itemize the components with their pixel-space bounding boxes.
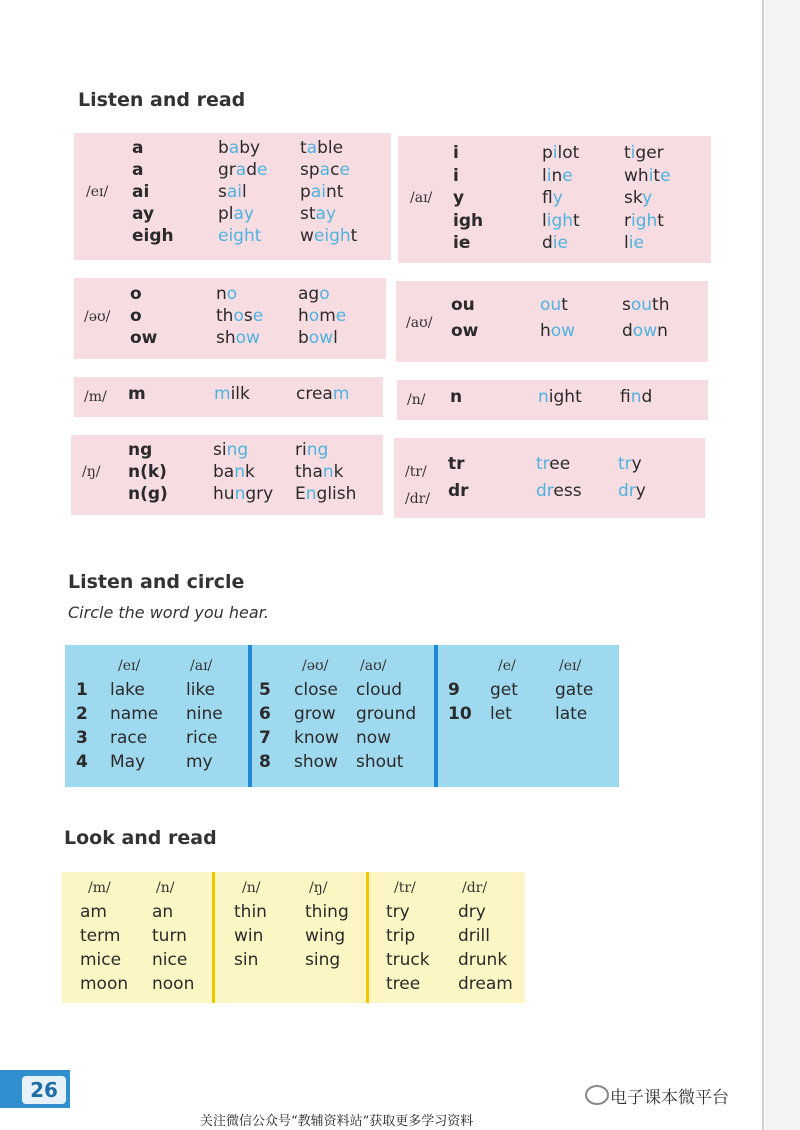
circle-word-option[interactable]: name	[110, 704, 159, 724]
circle-word-option[interactable]: late	[555, 704, 588, 724]
sound-header: /eɪ/	[559, 658, 582, 674]
word-part: ag	[298, 284, 320, 304]
word-part: b	[218, 138, 229, 158]
phoneme-symbol: /aɪ/	[410, 190, 433, 206]
highlighted-letters: eigh	[313, 226, 351, 246]
highlighted-letters: e	[660, 165, 671, 186]
word-part: wh	[624, 165, 649, 186]
highlighted-letters: n	[630, 387, 642, 407]
circle-word-option[interactable]: now	[356, 728, 392, 748]
word-part: sk	[624, 188, 643, 208]
spelling-pattern: i	[453, 143, 459, 163]
word-part: fl	[542, 188, 553, 208]
word-part: t	[573, 210, 580, 231]
example-word	[295, 462, 344, 482]
circle-word-option[interactable]: nine	[186, 704, 223, 724]
highlighted-letters: e	[257, 160, 268, 180]
word-part: k	[333, 462, 344, 482]
spelling-pattern: n(k)	[128, 462, 167, 482]
word-part: th	[216, 306, 234, 326]
example-word	[218, 138, 260, 158]
word-part: st	[300, 204, 316, 224]
example-word	[622, 295, 670, 315]
word-part: si	[213, 440, 227, 460]
example-word	[213, 440, 248, 460]
highlighted-letters: i	[546, 165, 552, 186]
sound-header: /m/	[88, 880, 111, 896]
word-part: d	[246, 160, 257, 180]
item-number: 10	[448, 704, 472, 724]
sound-header: /əʊ/	[302, 658, 329, 674]
read-word: dream	[458, 974, 513, 994]
word-part: sh	[216, 328, 236, 348]
read-word: sing	[305, 950, 341, 970]
highlighted-letters: dr	[536, 481, 554, 501]
spelling-pattern: n(g)	[128, 484, 168, 504]
item-number: 6	[259, 704, 271, 724]
circle-word-option[interactable]: cloud	[356, 680, 403, 700]
example-word	[300, 226, 357, 246]
highlighted-letters: ou	[540, 295, 562, 315]
watermark-text: 电子课本微平台	[610, 1088, 729, 1108]
read-word: nice	[152, 950, 188, 970]
circle-word-option[interactable]: my	[186, 752, 213, 772]
spelling-pattern: ay	[132, 204, 155, 224]
word-part: t	[300, 138, 307, 158]
example-word	[300, 160, 350, 180]
circle-divider	[248, 645, 252, 787]
word-part: ger	[635, 143, 664, 163]
example-word	[536, 481, 582, 501]
footer-text: 关注微信公众号“教辅资料站”获取更多学习资料	[200, 1114, 474, 1129]
highlighted-letters: n	[234, 484, 246, 504]
word-part: hu	[213, 484, 235, 504]
page-edge	[762, 0, 764, 1130]
read-word: term	[80, 926, 121, 946]
word-part: t	[350, 226, 358, 246]
highlighted-letters: ng	[226, 440, 249, 460]
word-part: fi	[620, 387, 631, 407]
word-part: gr	[218, 160, 236, 180]
highlighted-letters: a	[228, 138, 240, 158]
phoneme-symbol: /əʊ/	[84, 309, 111, 325]
example-word	[536, 454, 570, 474]
sound-header: /aʊ/	[360, 658, 387, 674]
spelling-pattern: i	[453, 165, 459, 186]
read-word: turn	[152, 926, 187, 946]
highlighted-letters: e	[339, 160, 350, 180]
highlighted-letters: ay	[233, 204, 254, 224]
highlighted-letters: ou	[630, 295, 653, 315]
word-part: ble	[317, 138, 344, 158]
spelling-pattern: eigh	[132, 226, 174, 246]
spelling-pattern: n	[450, 387, 463, 407]
read-word: sin	[234, 950, 259, 970]
circle-word-option[interactable]: ground	[356, 704, 417, 724]
sound-header: /n/	[156, 880, 175, 896]
word-part: h	[298, 306, 309, 326]
read-word: win	[234, 926, 264, 946]
look-read-divider	[366, 872, 369, 1003]
phoneme-symbol: /n/	[407, 392, 426, 408]
circle-divider	[434, 645, 438, 787]
read-word: noon	[152, 974, 195, 994]
read-word: drill	[458, 926, 490, 946]
example-word	[624, 166, 671, 186]
spelling-pattern: o	[130, 284, 142, 304]
circle-word-option[interactable]: shout	[356, 752, 404, 772]
word-part: d	[542, 233, 553, 253]
example-word	[542, 211, 580, 231]
word-part: d	[622, 321, 633, 341]
circle-word-option[interactable]: May	[110, 752, 146, 772]
highlighted-letters: a	[235, 160, 247, 180]
word-part: p	[300, 182, 311, 202]
example-word	[542, 143, 579, 163]
look-read-panel	[62, 872, 525, 1003]
example-word	[618, 481, 646, 501]
look-and-read-title: Look and read	[64, 827, 217, 849]
word-part: r	[624, 210, 631, 231]
word-part: ri	[295, 440, 307, 460]
highlighted-letters: n	[234, 462, 245, 482]
listen-and-circle-title: Listen and circle	[68, 571, 245, 593]
example-word	[300, 204, 336, 224]
example-word	[216, 328, 260, 348]
word-part: l	[333, 328, 338, 348]
item-number: 3	[76, 728, 88, 748]
word-part: s	[218, 182, 227, 202]
word-part: y	[631, 454, 642, 474]
example-word	[213, 462, 255, 482]
highlighted-letters: ai	[310, 182, 326, 202]
word-part: n	[657, 321, 668, 341]
highlighted-letters: tr	[618, 454, 632, 474]
read-word: trip	[386, 926, 416, 946]
spelling-pattern: m	[128, 384, 146, 404]
example-word	[624, 233, 644, 253]
example-word	[213, 484, 273, 504]
circle-word-option[interactable]: rice	[186, 728, 218, 748]
example-word	[298, 306, 346, 326]
highlighted-letters: ow	[235, 328, 260, 348]
word-part: d	[641, 387, 653, 407]
word-part: s	[622, 295, 631, 315]
word-part: crea	[296, 384, 333, 404]
example-word	[542, 233, 568, 253]
word-part: n	[216, 284, 227, 304]
spelling-pattern: ie	[453, 233, 471, 253]
example-word	[218, 204, 254, 224]
highlighted-letters: i	[552, 143, 558, 163]
example-word	[295, 440, 328, 460]
highlighted-letters: ie	[552, 233, 568, 253]
phoneme-symbol: /aʊ/	[406, 315, 433, 331]
word-part: y	[635, 481, 646, 501]
item-number: 2	[76, 704, 88, 724]
highlighted-letters: igh	[631, 210, 658, 231]
sound-header: /n/	[242, 880, 261, 896]
spelling-pattern: dr	[448, 481, 469, 501]
highlighted-letters: ie	[628, 233, 644, 253]
read-word: try	[386, 902, 410, 922]
word-part: l	[542, 165, 547, 186]
word-part: E	[295, 484, 306, 504]
circle-word-option[interactable]: like	[186, 680, 216, 700]
read-word: tree	[386, 974, 421, 994]
word-part: c	[330, 160, 340, 180]
highlighted-letters: igh	[546, 210, 574, 231]
highlighted-letters: n	[538, 387, 549, 407]
item-number: 1	[76, 680, 88, 700]
highlighted-letters: e	[252, 306, 264, 326]
highlighted-letters: m	[214, 384, 231, 404]
circle-word-option[interactable]: get	[490, 680, 518, 700]
phonics-box-tr-dr	[394, 438, 705, 518]
word-part: l	[542, 210, 547, 231]
word-part: nt	[325, 182, 344, 202]
word-part: t	[653, 165, 661, 186]
word-part: l	[624, 233, 629, 253]
spelling-pattern: igh	[453, 210, 484, 231]
highlighted-letters: n	[322, 462, 334, 482]
item-number: 7	[259, 728, 271, 748]
sound-header: /eɪ/	[118, 658, 141, 674]
word-part: gry	[245, 484, 274, 504]
example-word	[540, 321, 575, 341]
word-part: lot	[557, 143, 580, 163]
circle-word-option[interactable]: lake	[110, 680, 145, 700]
read-word: drunk	[458, 950, 508, 970]
read-word: wing	[305, 926, 346, 946]
word-part: s	[243, 306, 253, 326]
example-word	[538, 387, 582, 407]
listen-and-read-title: Listen and read	[78, 89, 246, 111]
word-part: ee	[549, 454, 571, 474]
example-word	[624, 143, 664, 163]
item-number: 4	[76, 752, 88, 772]
highlighted-letters: o	[226, 284, 238, 304]
circle-word-option[interactable]: close	[294, 680, 338, 700]
item-number: 5	[259, 680, 271, 700]
example-word	[540, 295, 568, 315]
read-word: mice	[80, 950, 122, 970]
highlighted-letters: a	[319, 160, 331, 180]
spelling-pattern: y	[453, 188, 465, 208]
spelling-pattern: a	[132, 138, 144, 158]
highlighted-letters: o	[233, 306, 244, 326]
phoneme-symbol: /m/	[84, 389, 107, 405]
highlighted-letters: eigh	[218, 226, 255, 246]
example-word	[218, 226, 261, 246]
highlighted-letters: y	[552, 188, 563, 208]
look-read-divider	[212, 872, 215, 1003]
highlighted-letters: m	[332, 384, 350, 404]
word-part: p	[542, 143, 553, 163]
sound-header: /aɪ/	[190, 658, 213, 674]
word-part: m	[319, 306, 336, 326]
example-word	[300, 138, 343, 158]
example-word	[622, 321, 668, 341]
highlighted-letters: i	[648, 165, 654, 186]
highlighted-letters: tr	[536, 454, 550, 474]
example-word	[295, 484, 356, 504]
highlighted-letters: i	[630, 143, 636, 163]
example-word	[298, 328, 338, 348]
word-part: w	[300, 226, 314, 246]
highlighted-letters: n	[305, 484, 317, 504]
word-part: n	[551, 165, 563, 186]
highlighted-letters: dr	[618, 481, 636, 501]
word-part: t	[624, 143, 631, 163]
circle-word-option[interactable]: let	[490, 704, 512, 724]
word-part: h	[540, 321, 551, 341]
highlighted-letters: e	[562, 165, 573, 186]
spelling-pattern: a	[132, 160, 144, 180]
spelling-pattern: ow	[130, 328, 158, 348]
word-part: ba	[213, 462, 235, 482]
example-word	[542, 188, 563, 208]
read-word: thin	[234, 902, 267, 922]
spelling-pattern: ng	[128, 440, 153, 460]
circle-word-option[interactable]: show	[294, 752, 338, 772]
sound-header: /dr/	[462, 880, 488, 896]
phoneme-symbol: /eɪ/	[86, 184, 109, 200]
circle-word-option[interactable]: gate	[555, 680, 594, 700]
example-word	[300, 182, 343, 202]
word-part: th	[652, 295, 670, 315]
highlighted-letters: o	[308, 306, 320, 326]
phoneme-symbol: /dr/	[405, 491, 431, 507]
word-part: pl	[218, 204, 234, 224]
highlighted-letters: ow	[550, 321, 576, 341]
example-word	[218, 160, 267, 180]
wechat-icon	[585, 1085, 609, 1105]
example-word	[542, 166, 573, 186]
phoneme-symbol: /ŋ/	[82, 464, 101, 480]
highlighted-letters: e	[335, 306, 347, 326]
example-word	[216, 306, 263, 326]
sound-header: /ŋ/	[309, 880, 328, 896]
circle-word-option[interactable]: race	[110, 728, 148, 748]
example-word	[624, 188, 652, 208]
spelling-pattern: ow	[451, 321, 479, 341]
read-word: moon	[80, 974, 129, 994]
sound-header: /e/	[498, 658, 516, 674]
page-number: 26	[22, 1076, 66, 1104]
highlighted-letters: a	[306, 138, 318, 158]
word-part: t	[657, 210, 664, 231]
word-part: k	[245, 462, 255, 482]
word-part: l	[242, 182, 247, 202]
highlighted-letters: o	[319, 284, 330, 304]
example-word	[216, 284, 237, 304]
highlighted-letters: ow	[308, 328, 334, 348]
word-part: b	[298, 328, 309, 348]
example-word	[218, 182, 247, 202]
read-word: an	[152, 902, 174, 922]
example-word	[624, 211, 664, 231]
circle-instruction: Circle the word you hear.	[68, 603, 269, 622]
read-word: am	[80, 902, 107, 922]
word-part: tha	[295, 462, 323, 482]
phoneme-symbol: /tr/	[405, 464, 427, 480]
sound-header: /tr/	[394, 880, 416, 896]
spelling-pattern: ou	[451, 295, 475, 315]
circle-word-option[interactable]: grow	[294, 704, 336, 724]
word-part: ight	[548, 387, 582, 407]
word-part: t	[561, 295, 568, 315]
example-word	[618, 454, 642, 474]
example-word	[214, 384, 250, 404]
item-number: 9	[448, 680, 460, 700]
read-word: truck	[386, 950, 430, 970]
item-number: 8	[259, 752, 271, 772]
highlighted-letters: ow	[632, 321, 658, 341]
word-part: sp	[300, 160, 320, 180]
spelling-pattern: tr	[448, 454, 465, 474]
word-part: glish	[316, 484, 357, 504]
word-part: ilk	[230, 384, 250, 404]
highlighted-letters: t	[254, 226, 262, 246]
spelling-pattern: ai	[132, 182, 150, 202]
highlighted-letters: ai	[226, 182, 242, 202]
highlighted-letters: y	[642, 188, 653, 208]
example-word	[620, 387, 652, 407]
example-word	[296, 384, 349, 404]
read-word: thing	[305, 902, 349, 922]
word-part: ess	[553, 481, 582, 501]
highlighted-letters: ay	[315, 204, 337, 224]
word-part: by	[239, 138, 261, 158]
highlighted-letters: ng	[306, 440, 329, 460]
read-word: dry	[458, 902, 486, 922]
example-word	[298, 284, 330, 304]
circle-word-option[interactable]: know	[294, 728, 339, 748]
spelling-pattern: o	[130, 306, 142, 326]
